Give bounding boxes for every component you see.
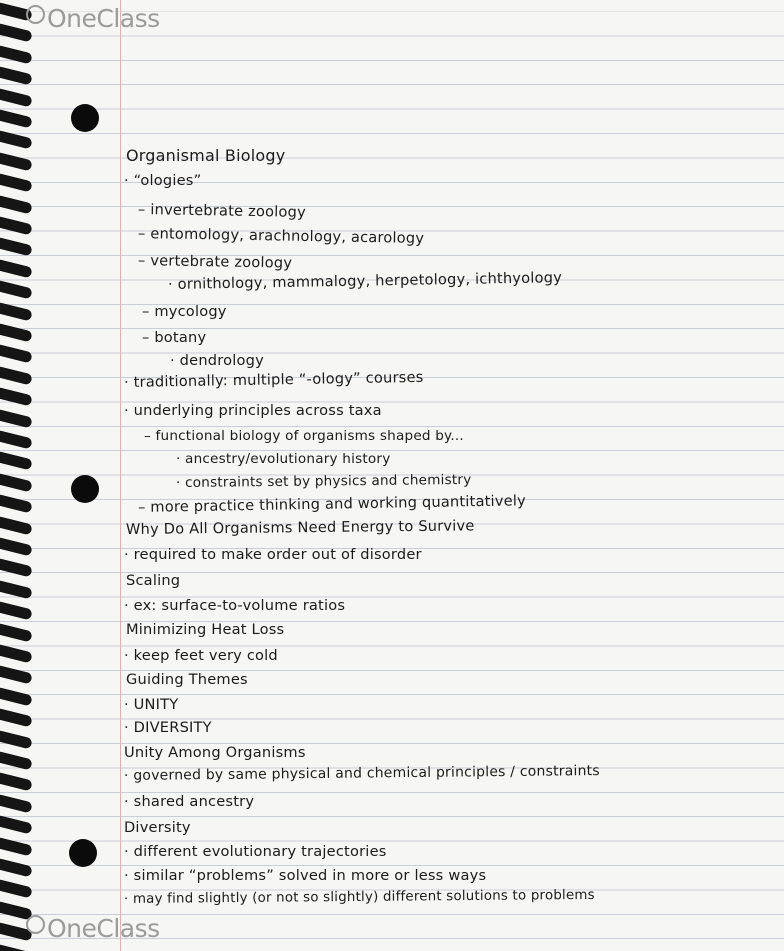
note-line: · different evolutionary trajectories: [124, 843, 387, 860]
spiral-binding: [0, 0, 40, 951]
spiral-coil: [0, 772, 33, 792]
note-heading: Guiding Themes: [126, 671, 248, 688]
note-line: – mycology: [142, 303, 227, 320]
spiral-coil: [0, 216, 33, 236]
spiral-coil: [0, 301, 33, 321]
note-line: – entomology, arachnology, acarology: [137, 225, 425, 247]
spiral-coil: [0, 836, 33, 856]
note-line: · UNITY: [124, 696, 179, 713]
note-line: · underlying principles across taxa: [124, 402, 382, 419]
oneclass-logo-top: OneClass: [26, 4, 160, 33]
note-line: – vertebrate zoology: [137, 252, 293, 272]
spiral-coil: [0, 44, 33, 64]
punch-hole-bottom: [69, 839, 97, 867]
note-heading: Unity Among Organisms: [124, 744, 306, 761]
note-heading: Minimizing Heat Loss: [126, 621, 285, 638]
spiral-coil: [0, 858, 33, 878]
note-heading: Scaling: [126, 572, 181, 589]
note-line: – functional biology of organisms shaped by...: [144, 428, 464, 444]
spiral-coil: [0, 751, 33, 771]
margin-line: [120, 0, 121, 951]
spiral-coil: [0, 408, 33, 428]
punch-hole-middle: [71, 475, 99, 503]
spiral-coil: [0, 793, 33, 813]
spiral-coil: [0, 430, 33, 450]
spiral-coil: [0, 323, 33, 343]
note-line: · keep feet very cold: [124, 647, 278, 664]
spiral-coil: [0, 194, 33, 214]
note-line: · shared ancestry: [124, 793, 255, 810]
note-heading: Organismal Biology: [126, 146, 286, 165]
spiral-coil: [0, 344, 33, 364]
note-line: · governed by same physical and chemical principles / constraints: [123, 763, 600, 784]
spiral-coil: [0, 708, 33, 728]
note-line: · “ologies”: [124, 172, 202, 189]
spiral-coil: [0, 879, 33, 899]
note-line: · similar “problems” solved in more or less ways: [124, 867, 487, 884]
oneclass-logo-bottom: OneClass: [26, 914, 160, 943]
note-line: · required to make order out of disorder: [124, 546, 422, 563]
spiral-coil: [0, 472, 33, 492]
oneclass-logo-icon: [26, 5, 45, 24]
note-line: – botany: [142, 329, 207, 346]
note-line: – invertebrate zoology: [137, 201, 307, 221]
note-line: · ancestry/evolutionary history: [176, 451, 391, 467]
spiral-coil: [0, 151, 33, 171]
spiral-coil: [0, 494, 33, 514]
note-line: · traditionally: multiple “-ology” courses: [123, 368, 424, 391]
spiral-coil: [0, 130, 33, 150]
spiral-coil: [0, 943, 33, 951]
note-line: · dendrology: [170, 352, 264, 369]
note-line: – more practice thinking and working quantitatively: [137, 492, 527, 516]
spiral-coil: [0, 665, 33, 685]
spiral-coil: [0, 66, 33, 86]
spiral-coil: [0, 173, 33, 193]
spiral-coil: [0, 558, 33, 578]
spiral-coil: [0, 515, 33, 535]
oneclass-logo-icon: [26, 915, 45, 934]
spiral-coil: [0, 387, 33, 407]
spiral-coil: [0, 686, 33, 706]
note-heading: Why Do All Organisms Need Energy to Survive: [125, 517, 475, 538]
spiral-coil: [0, 537, 33, 557]
spiral-coil: [0, 729, 33, 749]
note-heading: Diversity: [124, 819, 191, 836]
note-line: · ex: surface-to-volume ratios: [124, 597, 346, 614]
spiral-coil: [0, 601, 33, 621]
spiral-coil: [0, 109, 33, 129]
punch-hole-top: [71, 104, 99, 132]
note-line: · DIVERSITY: [124, 719, 212, 736]
spiral-coil: [0, 815, 33, 835]
note-line: · may find slightly (or not so slightly) different solutions to problems: [123, 887, 595, 907]
note-line: · constraints set by physics and chemistry: [175, 471, 472, 491]
spiral-coil: [0, 258, 33, 278]
spiral-coil: [0, 237, 33, 257]
spiral-coil: [0, 622, 33, 642]
spiral-coil: [0, 87, 33, 107]
spiral-coil: [0, 579, 33, 599]
spiral-coil: [0, 280, 33, 300]
spiral-coil: [0, 365, 33, 385]
spiral-coil: [0, 644, 33, 664]
spiral-coil: [0, 451, 33, 471]
note-line: · ornithology, mammalogy, herpetology, ichthyology: [167, 269, 563, 293]
